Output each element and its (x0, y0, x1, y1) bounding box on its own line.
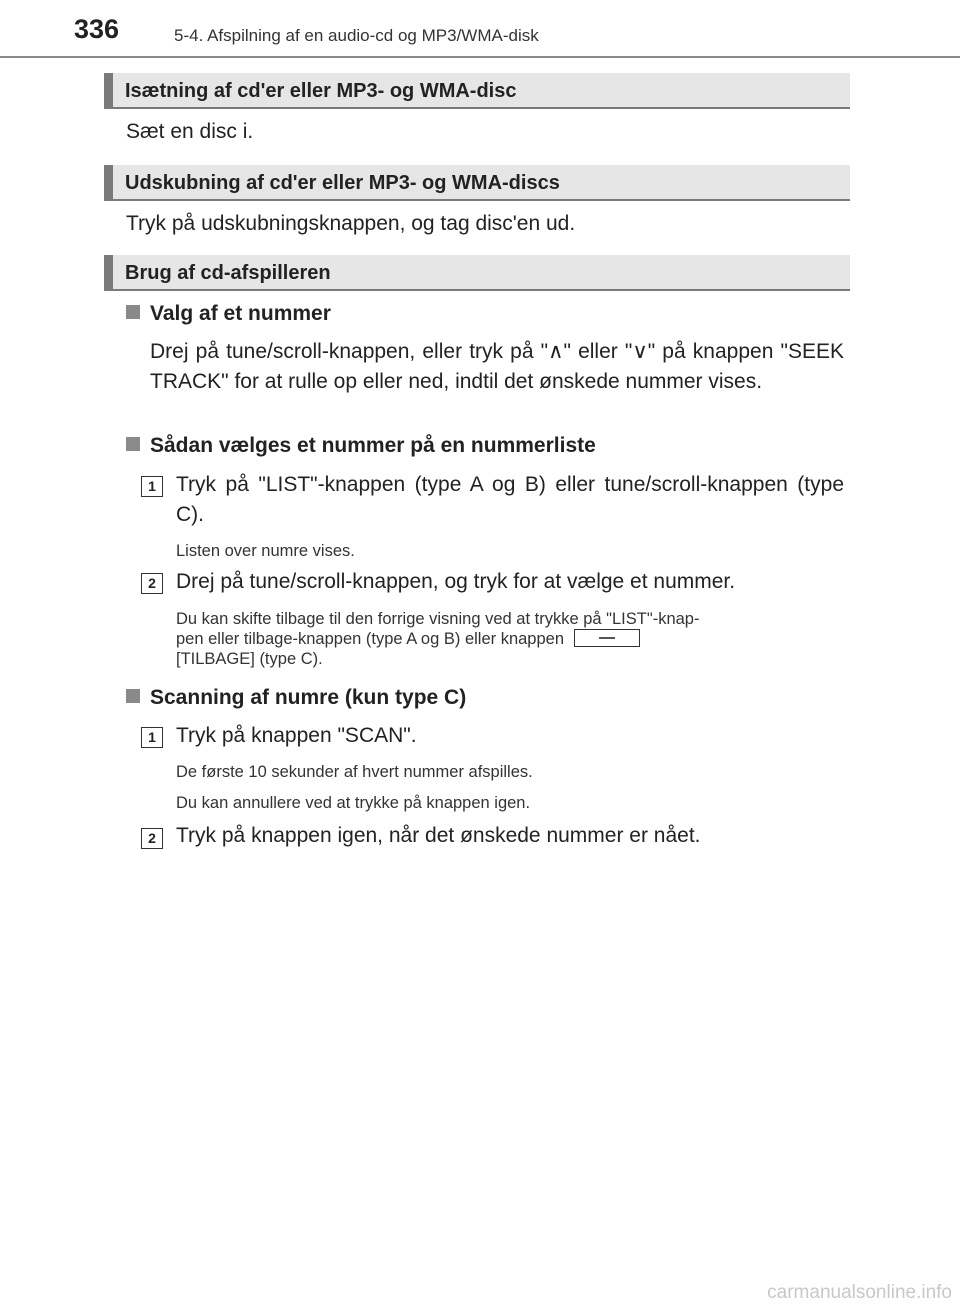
note-line: [TILBAGE] (type C). (176, 650, 323, 668)
section-title: Isætning af cd'er eller MP3- og WMA-disc (125, 80, 517, 102)
step-text: Tryk på "LIST"-knappen (type A og B) eller tune/scroll-knappen (type C). (176, 473, 844, 526)
step-number: 1 (141, 476, 163, 497)
square-bullet-icon (126, 437, 140, 451)
step-note: De første 10 sekunder af hvert nummer afspilles. (176, 763, 533, 781)
square-bullet-icon (126, 305, 140, 319)
subheading-text: Sådan vælges et nummer på en nummerliste (150, 434, 596, 457)
subheading-select-track (126, 302, 331, 326)
subheading-track-list (126, 434, 596, 458)
section-heading-eject (104, 165, 850, 201)
section-bar (104, 255, 113, 289)
step-note: Listen over numre vises. (176, 542, 355, 560)
step-text: Drej på tune/scroll-knappen, og tryk for at vælge et nummer. (176, 570, 736, 593)
step-text: Tryk på knappen "SCAN". (176, 724, 417, 747)
section-heading-insert (104, 73, 850, 109)
step-number: 2 (141, 828, 163, 849)
subheading-text: Scanning af numre (kun type C) (150, 686, 467, 709)
running-head: 5-4. Afspilning af en audio-cd og MP3/WMA-disk (174, 26, 539, 45)
step-note (176, 609, 846, 669)
select-track-body: Drej på tune/scroll-knappen, eller tryk på "∧" eller "∨" på knappen "SEEK TRACK" for at rulle op eller ned, indtil det ønskede nummer vises. (150, 340, 844, 393)
section-bar (104, 165, 113, 199)
section-bar (104, 73, 113, 107)
subheading-scan (126, 686, 466, 710)
eject-body: Tryk på udskubningsknappen, og tag disc'en ud. (126, 212, 576, 235)
square-bullet-icon (126, 689, 140, 703)
step-text: Tryk på knappen igen, når det ønskede nummer er nået. (176, 824, 701, 847)
note-line-text: pen eller tilbage-knappen (type A og B) eller knappen (176, 630, 565, 648)
step-note: Du kan annullere ved at trykke på knappen igen. (176, 794, 531, 812)
section-title: Udskubning af cd'er eller MP3- og WMA-discs (125, 172, 560, 194)
insert-body: Sæt en disc i. (126, 120, 254, 143)
note-line (176, 629, 846, 649)
step-number: 1 (141, 727, 163, 748)
top-rule (0, 56, 960, 58)
section-title: Brug af cd-afspilleren (125, 262, 331, 284)
subheading-text: Valg af et nummer (150, 302, 331, 325)
page-number: 336 (74, 14, 120, 44)
step-number: 2 (141, 573, 163, 594)
note-line: Du kan skifte tilbage til den forrige visning ved at trykke på "LIST"-knap- (176, 610, 700, 628)
watermark: carmanualsonline.info (767, 1282, 952, 1303)
back-button-icon (574, 629, 640, 647)
section-heading-player (104, 255, 850, 291)
